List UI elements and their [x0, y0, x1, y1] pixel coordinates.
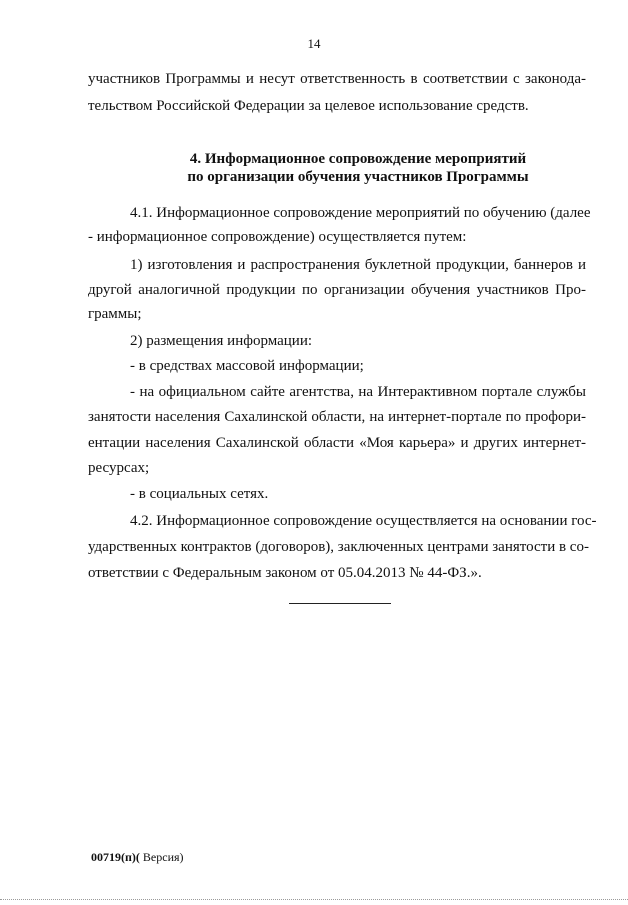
bullet-website-line-3: ентации населения Сахалинской области «Моя карьера» и других интернет-: [88, 435, 586, 451]
section-heading-line-2: по организации обучения участников Программы: [187, 169, 529, 185]
bullet-media: - в средствах массовой информации;: [130, 358, 364, 374]
bullet-website-line-4: ресурсах;: [88, 460, 150, 476]
clause-4-1-line-1: 4.1. Информационное сопровождение мероприятий по обучению (далее: [130, 205, 591, 221]
clause-4-1-line-2: - информационное сопровождение) осуществляется путем:: [88, 229, 467, 245]
clause-4-2-line-2: ударственных контрактов (договоров), заключенных центрами занятости в со-: [88, 539, 589, 555]
end-separator: [289, 603, 391, 604]
item-2-label: 2) размещения информации:: [130, 333, 313, 349]
version-label: Версия): [139, 850, 184, 864]
item-1-line-3: граммы;: [88, 306, 142, 322]
bullet-website-line-1: - на официальном сайте агентства, на Интерактивном портале службы: [130, 384, 586, 400]
bullet-social: - в социальных сетях.: [130, 486, 269, 502]
section-heading-line-1: 4. Информационное сопровождение мероприятий: [189, 151, 527, 167]
bullet-website-line-2: занятости населения Сахалинской области, на интернет-портале по профори-: [88, 409, 586, 425]
item-1-line-2: другой аналогичной продукции по организации обучения участников Про-: [88, 282, 586, 298]
intro-line-1: участников Программы и несут ответственность в соответствии с законода-: [88, 71, 586, 87]
intro-line-2: тельством Российской Федерации за целевое использование средств.: [88, 98, 529, 114]
clause-4-2-line-3: ответствии с Федеральным законом от 05.04.2013 № 44-ФЗ.».: [88, 565, 482, 581]
item-1-line-1: 1) изготовления и распространения буклетной продукции, баннеров и: [130, 257, 586, 273]
document-version-code: [91, 850, 184, 865]
page-number: 14: [307, 36, 321, 51]
clause-4-2-line-1: 4.2. Информационное сопровождение осуществляется на основании гос-: [130, 513, 597, 529]
scan-edge-line: [0, 899, 628, 900]
doc-code: 00719(п)(: [91, 850, 140, 864]
